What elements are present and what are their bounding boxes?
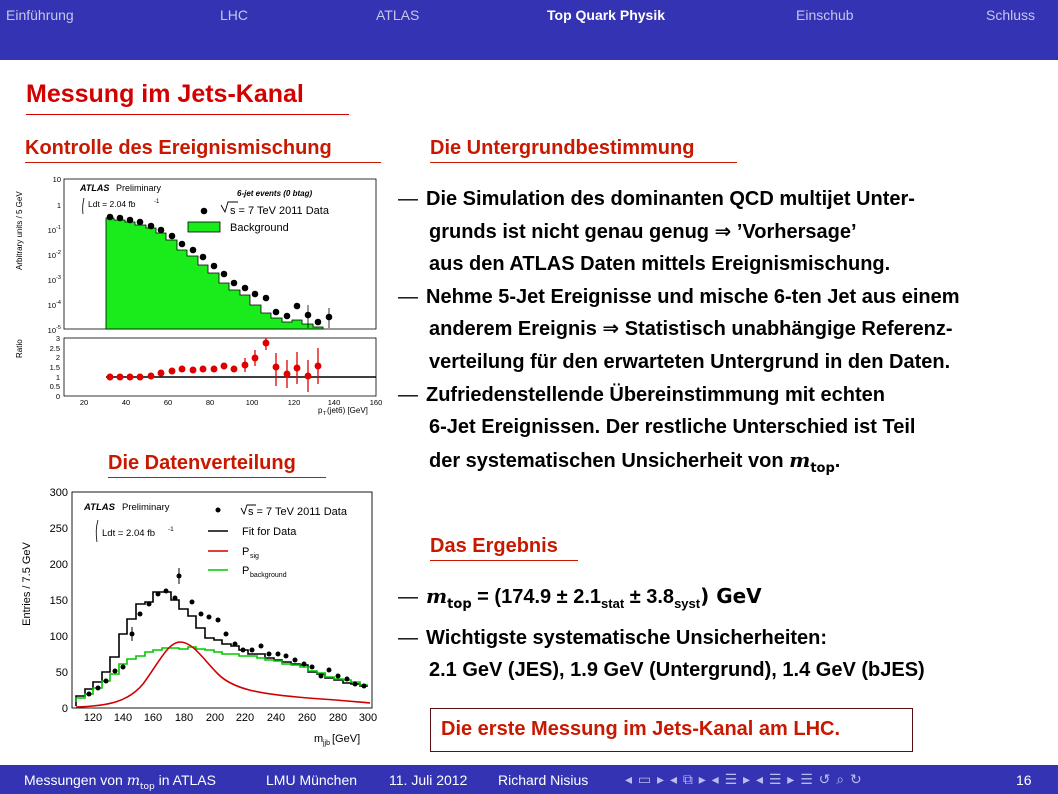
data-point: [336, 674, 341, 679]
data-point: [319, 674, 324, 679]
plot2-fit-curve: [76, 592, 368, 706]
data-point: [310, 665, 315, 670]
data-point: [221, 271, 228, 278]
xtick-label: 120: [83, 712, 103, 724]
plot1-events-label: 6-jet events (0 btag): [237, 189, 313, 198]
ytick-label: 1: [56, 201, 61, 210]
section-underline: [430, 560, 578, 561]
data-point: [107, 214, 114, 221]
ratio-point: [158, 370, 164, 376]
ytick-label: 0.5: [49, 382, 60, 391]
legend-data-marker: [201, 208, 208, 215]
data-point: [267, 652, 272, 657]
data-point: [96, 686, 101, 691]
plot2-lumi: Ldt = 2.04 fb: [102, 528, 156, 539]
plot2-lumi-exp: -1: [168, 526, 174, 533]
ytick-label: 200: [49, 559, 68, 571]
data-point: [207, 615, 212, 620]
ytick-label: 2.5: [49, 344, 60, 353]
result-line: — $m_{top} = (174.9 \pm 2.1_{stat} \pm 3.8_{syst})$ GeV: [398, 584, 762, 612]
plot2-legend-psig: P: [242, 546, 250, 558]
ratio-point: [148, 373, 154, 379]
xtick-label: 160: [369, 398, 383, 407]
plot2-legend-psig-sub: sig: [250, 553, 259, 560]
ratio-point: [107, 374, 113, 380]
data-point: [250, 648, 255, 653]
xtick-label: 300: [358, 712, 378, 724]
xtick-label: 120: [287, 398, 301, 407]
ytick-label: 10: [47, 251, 56, 260]
data-point: [284, 654, 289, 659]
ytick-exponent: -3: [56, 275, 61, 281]
xtick-label: 80: [205, 398, 215, 407]
data-point: [200, 254, 207, 261]
plot2-legend-fit: Fit for Data: [242, 526, 297, 538]
data-point: [87, 692, 92, 697]
plot2-xlabel-sub: jjb: [323, 740, 331, 747]
ratio-point: [117, 374, 123, 380]
ratio-point: [127, 374, 133, 380]
plot1-preliminary: Preliminary: [116, 183, 162, 193]
footer-talk-title: Messungen von $m_{top}$ in ATLAS: [24, 772, 216, 792]
ytick-label: 10: [47, 226, 56, 235]
plot2-xlabel-rest: [GeV]: [332, 733, 361, 745]
data-point: [231, 280, 238, 287]
bullet-line: anderem Ereignis ⇒ Statistisch unabhängige Referenz-: [429, 318, 953, 341]
footer-bar: [0, 765, 1058, 794]
plot-mjjb-svg: [18, 484, 382, 748]
data-point: [147, 602, 152, 607]
xtick-label: 220: [235, 712, 255, 724]
plot1-ylabel: Arbitrary units / 5 GeV: [15, 191, 24, 270]
ytick-label: 10: [52, 175, 61, 184]
data-point: [263, 295, 270, 302]
data-point: [127, 217, 134, 224]
data-point: [353, 682, 358, 687]
ratio-point: [221, 363, 227, 369]
xtick-label: 100: [245, 398, 259, 407]
ratio-point: [200, 366, 206, 372]
data-point: [233, 642, 238, 647]
ytick-label: 250: [49, 523, 68, 535]
plot1-frame-ratio: [64, 338, 376, 396]
ytick-label: 0: [55, 392, 60, 401]
bullet-line: verteilung für den erwarteten Untergrund in den Daten.: [429, 350, 951, 373]
plot2-legend-pbkg: P: [242, 565, 250, 577]
plot2-signal-curve: [76, 642, 370, 707]
nav-item-einschub[interactable]: Einschub: [796, 7, 854, 23]
data-point: [315, 319, 322, 326]
nav-item-top-quark-physik[interactable]: Top Quark Physik: [547, 7, 665, 23]
data-point: [284, 313, 291, 320]
conclusion-text: Die erste Messung im Jets-Kanal am LHC.: [441, 718, 841, 740]
legend-bkg-swatch: [188, 222, 220, 232]
section-heading-result: Das Ergebnis: [430, 535, 558, 557]
section-heading-background: Die Untergrundbestimmung: [430, 137, 695, 159]
plot1-atlas-label: ATLAS: [80, 183, 110, 193]
plot2-xlabel: m: [314, 733, 324, 745]
bullet-line: der systematischen Unsicherheit von $m_{top}$.: [429, 447, 841, 476]
ratio-point: [231, 366, 237, 372]
data-point: [345, 677, 350, 682]
ytick-label: 1: [55, 373, 60, 382]
data-point: [148, 223, 155, 230]
xtick-label: 40: [121, 398, 131, 407]
plot1-ratio-yticks: [50, 334, 60, 401]
ytick-label: 10: [47, 301, 56, 310]
plot2-legend-pbkg-sub: background: [250, 572, 287, 579]
ytick-exponent: -1: [56, 225, 61, 231]
nav-item-lhc[interactable]: LHC: [220, 7, 249, 23]
data-point: [137, 219, 144, 226]
ytick-label: 10: [47, 326, 56, 335]
section-underline: [25, 162, 381, 163]
data-point: [302, 662, 307, 667]
xtick-label: 280: [328, 712, 348, 724]
data-point: [216, 618, 221, 623]
footer-institute: LMU München: [266, 772, 358, 788]
data-point: [362, 684, 367, 689]
data-point: [241, 648, 246, 653]
xtick-label: 140: [113, 712, 133, 724]
plot-jet6-pt: [12, 170, 392, 418]
ratio-point: [179, 366, 185, 372]
plot1-lumi: Ldt = 2.04 fb: [88, 199, 136, 209]
xtick-label: 160: [143, 712, 163, 724]
footer-page-number: 16: [1016, 772, 1032, 788]
slide-title: Messung im Jets-Kanal: [26, 80, 304, 108]
ytick-label: 300: [49, 487, 68, 499]
ytick-label: 1.5: [49, 363, 60, 372]
data-point: [327, 668, 332, 673]
xtick-label: 200: [205, 712, 225, 724]
plot1-lumi-exp: -1: [154, 199, 160, 205]
plot1-legend-data: s = 7 TeV 2011 Data: [230, 205, 329, 217]
plot2-legend-data: s = 7 TeV 2011 Data: [248, 506, 347, 518]
ytick-label: 100: [49, 631, 68, 643]
bullet-line: 2.1 GeV (JES), 1.9 GeV (Untergrund), 1.4 GeV (bJES): [429, 659, 925, 682]
plot1-xlabel-rest: (jet6) [GeV]: [327, 406, 368, 415]
plot1-ylabel-ratio: Ratio: [15, 339, 24, 358]
title-underline: [26, 114, 349, 115]
bullet-line: aus den ATLAS Daten mittels Ereignismischung.: [429, 253, 891, 276]
data-point: [224, 632, 229, 637]
nav-item-einfuehrung[interactable]: Einführung: [6, 7, 74, 23]
ytick-label: 0: [61, 703, 68, 715]
plot1-ratio-points: [107, 338, 321, 392]
data-point: [158, 227, 165, 234]
data-point: [121, 665, 126, 670]
plot1-ytick-exponents: [56, 225, 61, 331]
data-point: [259, 644, 264, 649]
ratio-point: [190, 367, 196, 373]
xtick-label: 180: [174, 712, 194, 724]
data-point: [252, 291, 259, 298]
plot2-atlas-label: ATLAS: [84, 502, 115, 513]
bullet-line: — Die Simulation des dominanten QCD multijet Unter-: [398, 188, 915, 210]
plot2-preliminary: Preliminary: [122, 502, 170, 513]
bullet-line: — Zufriedenstellende Übereinstimmung mit echten: [398, 383, 885, 406]
bullet-line: grunds ist nicht genau genug ⇒ ’Vorhersage’: [429, 220, 857, 243]
beamer-navigation-icons[interactable]: ◂ ▭ ▸ ◂ ⧉ ▸ ◂ ☰ ▸ ◂ ☰ ▸ ☰ ↺ ⌕ ↻: [625, 771, 863, 787]
background-bullet-list: [398, 183, 960, 485]
result-bullet-list: [398, 580, 925, 687]
plot-mjjb: [18, 484, 382, 748]
ratio-point: [169, 368, 175, 374]
bullet-line: — Nehme 5-Jet Ereignisse und mische 6-ten Jet aus einem: [398, 285, 960, 308]
data-point: [276, 652, 281, 657]
conclusion-box: [430, 708, 913, 752]
data-point: [190, 600, 195, 605]
ytick-exponent: -5: [56, 325, 61, 331]
top-navigation: [0, 0, 1058, 60]
section-underline: [430, 162, 737, 163]
plot-jet6-pt-svg: [12, 170, 392, 418]
data-point: [242, 285, 249, 292]
plot1-background-hist: [106, 218, 323, 329]
ytick-label: 50: [55, 667, 68, 679]
data-point: [164, 589, 169, 594]
ytick-exponent: -4: [56, 300, 61, 306]
plot1-legend-bkg: Background: [230, 222, 289, 234]
ytick-label: 150: [49, 595, 68, 607]
data-point: [190, 247, 197, 254]
data-point: [156, 592, 161, 597]
plot2-xticks: [84, 712, 377, 724]
footer-author: Richard Nisius: [498, 772, 589, 788]
data-point: [179, 241, 186, 248]
section-heading-mixing: Kontrolle des Ereignismischung: [25, 137, 332, 159]
ytick-label: 10: [47, 276, 56, 285]
xtick-label: 60: [163, 398, 173, 407]
xtick-label: 260: [297, 712, 317, 724]
ratio-point: [137, 374, 143, 380]
integral-sign: [96, 520, 98, 542]
xtick-label: 20: [79, 398, 89, 407]
data-point: [294, 303, 301, 310]
ytick-exponent: -2: [56, 250, 61, 256]
plot1-xlabel: p: [318, 406, 323, 415]
integral-sign: [83, 198, 84, 214]
plot2-ylabel: Entries / 7.5 GeV: [21, 542, 33, 626]
data-point: [104, 679, 109, 684]
data-point: [138, 612, 143, 617]
plot2-yticks: [50, 487, 68, 715]
nav-item-schluss[interactable]: Schluss: [986, 7, 1036, 23]
xtick-label: 140: [327, 398, 341, 407]
ytick-label: 3: [55, 334, 60, 343]
plot1-xlabel-sub: T: [323, 411, 327, 417]
bullet-line: 6-Jet Ereignissen. Der restliche Unterschied ist Teil: [429, 416, 916, 439]
footer-date: 11. Juli 2012: [389, 772, 468, 788]
data-point: [293, 658, 298, 663]
section-heading-data: Die Datenverteilung: [108, 452, 296, 474]
bullet-line: — Wichtigste systematische Unsicherheiten:: [398, 626, 828, 649]
data-point: [211, 263, 218, 270]
plot2-frame: [72, 492, 372, 708]
data-point: [117, 215, 124, 222]
xtick-label: 240: [266, 712, 286, 724]
section-underline: [108, 477, 326, 478]
nav-item-atlas[interactable]: ATLAS: [376, 7, 420, 23]
ratio-point: [211, 366, 217, 372]
data-point: [113, 669, 118, 674]
data-point: [199, 612, 204, 617]
data-point: [173, 596, 178, 601]
data-point: [169, 233, 176, 240]
ytick-label: 2: [55, 353, 60, 362]
data-point: [273, 309, 280, 316]
legend-data-marker: [216, 508, 221, 513]
